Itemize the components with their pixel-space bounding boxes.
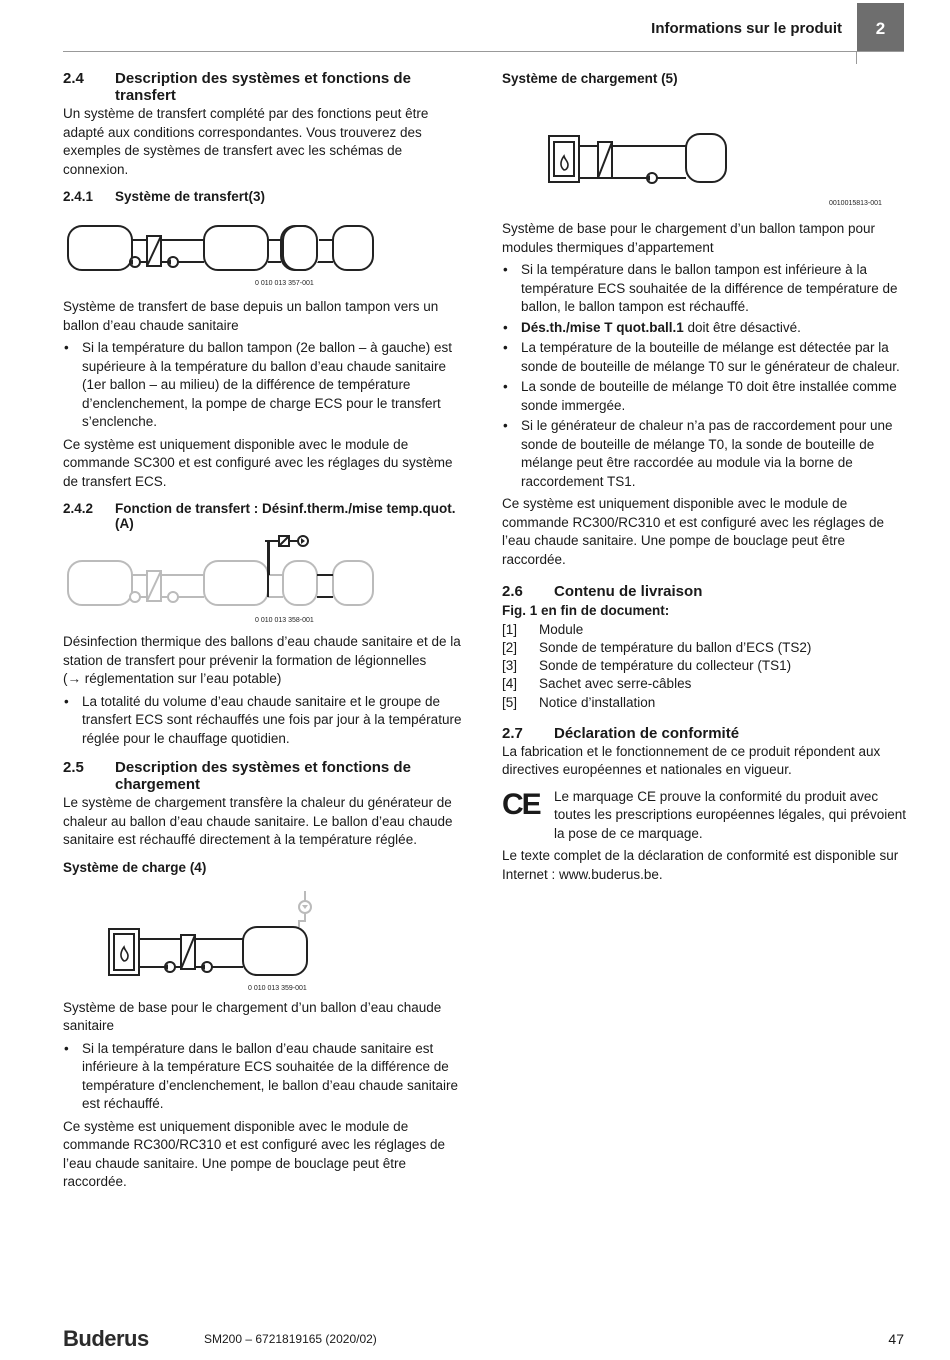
section-2-4-1-note: Ce système est uniquement disponible avec le module de commande SC300 et est configuré avec les réglages du système de transfert ECS. — [63, 436, 453, 489]
section-2-4-1-heading — [63, 189, 465, 204]
list-item: • La température de la bouteille de mélange est détectée par la sonde de bouteille de mélange T0 sur le générateur de chaleur. — [502, 339, 906, 376]
charge-system-4-heading: Système de charge (4) — [63, 859, 207, 875]
figure-code: 0010015813-001 — [829, 200, 882, 207]
section-2-4-1-bullets — [63, 339, 465, 432]
item-label: Sonde de température du ballon d’ECS (TS2) — [539, 639, 812, 655]
section-2-4-2-heading — [63, 501, 465, 531]
list-item: • La totalité du volume d’eau chaude sanitaire et le groupe de transfert ECS sont réchauffés une fois par jour à la température réglée pour le chauffage quotidien. — [63, 693, 465, 749]
charge-system-5-note: Ce système est uniquement disponible avec le module de commande RC300/RC310 et est configuré avec les réglages de l’eau chaude sanitaire. Une pompe de bouclage peut être raccordée. — [502, 496, 884, 567]
header-title: Informations sur le produit — [651, 20, 842, 37]
item-number: [5] — [502, 694, 518, 710]
section-2-4-2-description: Désinfection thermique des ballons d’eau chaude sanitaire et de la station de transfert pour prévenir la formation de légionnelles — [63, 634, 461, 668]
section-title: Description des systèmes et fonctions de transfert — [115, 70, 411, 104]
figure-transfer-function-a — [63, 531, 465, 631]
list-item: • Si le générateur de chaleur n’a pas de raccordement pour une sonde de bouteille de mélange T0, la sonde de bouteille de mélange peut être raccordée au module via la borne de raccordement TS1. — [502, 417, 906, 491]
right-column — [502, 70, 906, 884]
buderus-logo: Buderus — [63, 1326, 149, 1351]
list-item: • Si la température dans le ballon d’eau chaude sanitaire est inférieure à la température ECS souhaitée de la différence de température d’enclenchement, le ballon d’eau chaude sanitaire est réchauffé. — [63, 1040, 465, 1114]
ce-mark-icon: CE — [502, 787, 540, 821]
diagram-transfer-3 — [63, 204, 465, 284]
list-item — [502, 621, 906, 639]
section-title: Fonction de transfert : Désinf.therm./mise temp.quot.(A) — [115, 501, 456, 531]
item-number: [1] — [502, 621, 518, 637]
item-number: [3] — [502, 658, 518, 674]
conformity-intro: La fabrication et le fonctionnement de ce produit répondent aux directives européennes et nationales en vigueur. — [502, 743, 881, 778]
charge-system-5-heading: Système de chargement (5) — [502, 71, 678, 86]
figure-code: 0 010 013 357-001 — [255, 280, 314, 287]
list-item — [502, 657, 906, 675]
figure-code: 0 010 013 358-001 — [255, 617, 314, 624]
charge-system-4-note: Ce système est uniquement disponible avec le module de commande RC300/RC310 et est configuré avec les réglages de l’eau chaude sanitaire. Une pompe de bouclage peut être raccordée. — [63, 1118, 445, 1189]
item-label: Sonde de température du collecteur (TS1) — [539, 658, 792, 674]
charge-system-4-bullets — [63, 1040, 465, 1114]
item-number: [2] — [502, 639, 518, 655]
ce-marking-text: Le marquage CE prouve la conformité du produit avec toutes les prescriptions européennes légales, qui prévoient la pose de ce marquage. — [554, 788, 906, 841]
section-number: 2.4 — [63, 70, 84, 87]
section-title: Système de transfert(3) — [115, 189, 266, 204]
list-item — [502, 319, 906, 338]
ce-marking-note — [502, 788, 906, 844]
section-2-4-heading — [63, 70, 465, 104]
document-reference: SM200 – 6721819165 (2020/02) — [204, 1332, 377, 1346]
section-2-4-1-description: Système de transfert de base depuis un ballon tampon vers un ballon d’eau chaude sanitaire — [63, 299, 439, 333]
chapter-tab: 2 — [857, 3, 904, 51]
item-label: Notice d’installation — [539, 694, 656, 710]
section-2-5-intro: Le système de chargement transfère la chaleur du générateur de chaleur au ballon d’eau chaude sanitaire. Le ballon d’eau chaude sanitaire est réchauffé directement à la température réglée. — [63, 795, 453, 847]
diagram-charge-4 — [63, 881, 465, 985]
section-number: 2.4.2 — [63, 501, 94, 516]
header-rule-tick — [856, 51, 857, 64]
figure-charge-system-5 — [502, 102, 906, 214]
diagram-charge-5 — [502, 102, 906, 198]
figure-transfer-system-3 — [63, 204, 465, 296]
list-item: • La sonde de bouteille de mélange T0 doit être installée comme sonde immergée. — [502, 378, 906, 415]
charge-system-5-description: Système de base pour le chargement d’un ballon tampon pour modules thermiques d’appartement — [502, 221, 875, 255]
section-2-6-heading — [502, 583, 906, 600]
list-item-text: doit être désactivé. — [683, 319, 801, 335]
section-title: Déclaration de conformité — [554, 724, 740, 742]
header-rule — [63, 51, 904, 52]
charge-system-4-description: Système de base pour le chargement d’un ballon d’eau chaude sanitaire — [63, 999, 442, 1033]
list-item: • Si la température du ballon tampon (2e ballon – à gauche) est supérieure à la température du ballon d’eau chaude sanitaire (1er ballon – au milieu) de la différence de température d’enclenchement, la pompe de charge ECS pour le transfert s’enclenche. — [63, 339, 465, 432]
list-item — [502, 675, 906, 693]
delivery-figure-reference: Fig. 1 en fin de document: — [502, 603, 670, 618]
list-item — [502, 694, 906, 712]
section-2-5-heading — [63, 759, 465, 793]
section-2-7-heading — [502, 725, 906, 742]
list-item: • Si la température dans le ballon tampon est inférieure à la température ECS souhaitée de la différence de température de ballon, le ballon tampon est réchauffé. — [502, 261, 906, 317]
item-label: Sachet avec serre-câbles — [539, 676, 692, 692]
conformity-outro: Le texte complet de la déclaration de conformité est disponible sur Internet : www.buderus.be. — [502, 848, 899, 882]
figure-code: 0 010 013 359-001 — [248, 984, 307, 992]
section-title: Description des systèmes et fonctions de chargement — [115, 759, 411, 793]
left-column — [63, 70, 465, 1192]
section-number: 2.7 — [502, 724, 523, 742]
figure-charge-system-4 — [63, 881, 465, 997]
section-2-4-intro: Un système de transfert complété par des fonctions peut être adapté aux conditions correspondantes. Vous trouverez des exemples de systèmes de transfert avec les schémas de connexion. — [63, 106, 429, 177]
delivery-contents-list — [502, 621, 906, 712]
item-label: Module — [539, 621, 584, 637]
page-number: 47 — [888, 1331, 904, 1347]
charge-system-5-bullets — [502, 261, 906, 491]
item-number: [4] — [502, 676, 518, 692]
section-number: 2.6 — [502, 583, 523, 600]
diagram-transfer-function — [63, 531, 465, 619]
section-2-4-2-bullets — [63, 693, 465, 749]
parameter-name: Dés.th./mise T quot.ball.1 — [521, 319, 684, 335]
list-item — [502, 639, 906, 657]
section-number: 2.5 — [63, 759, 84, 776]
section-number: 2.4.1 — [63, 189, 94, 204]
section-title: Contenu de livraison — [554, 583, 703, 600]
section-2-4-2-reference: (→ réglementation sur l’eau potable) — [63, 671, 282, 686]
